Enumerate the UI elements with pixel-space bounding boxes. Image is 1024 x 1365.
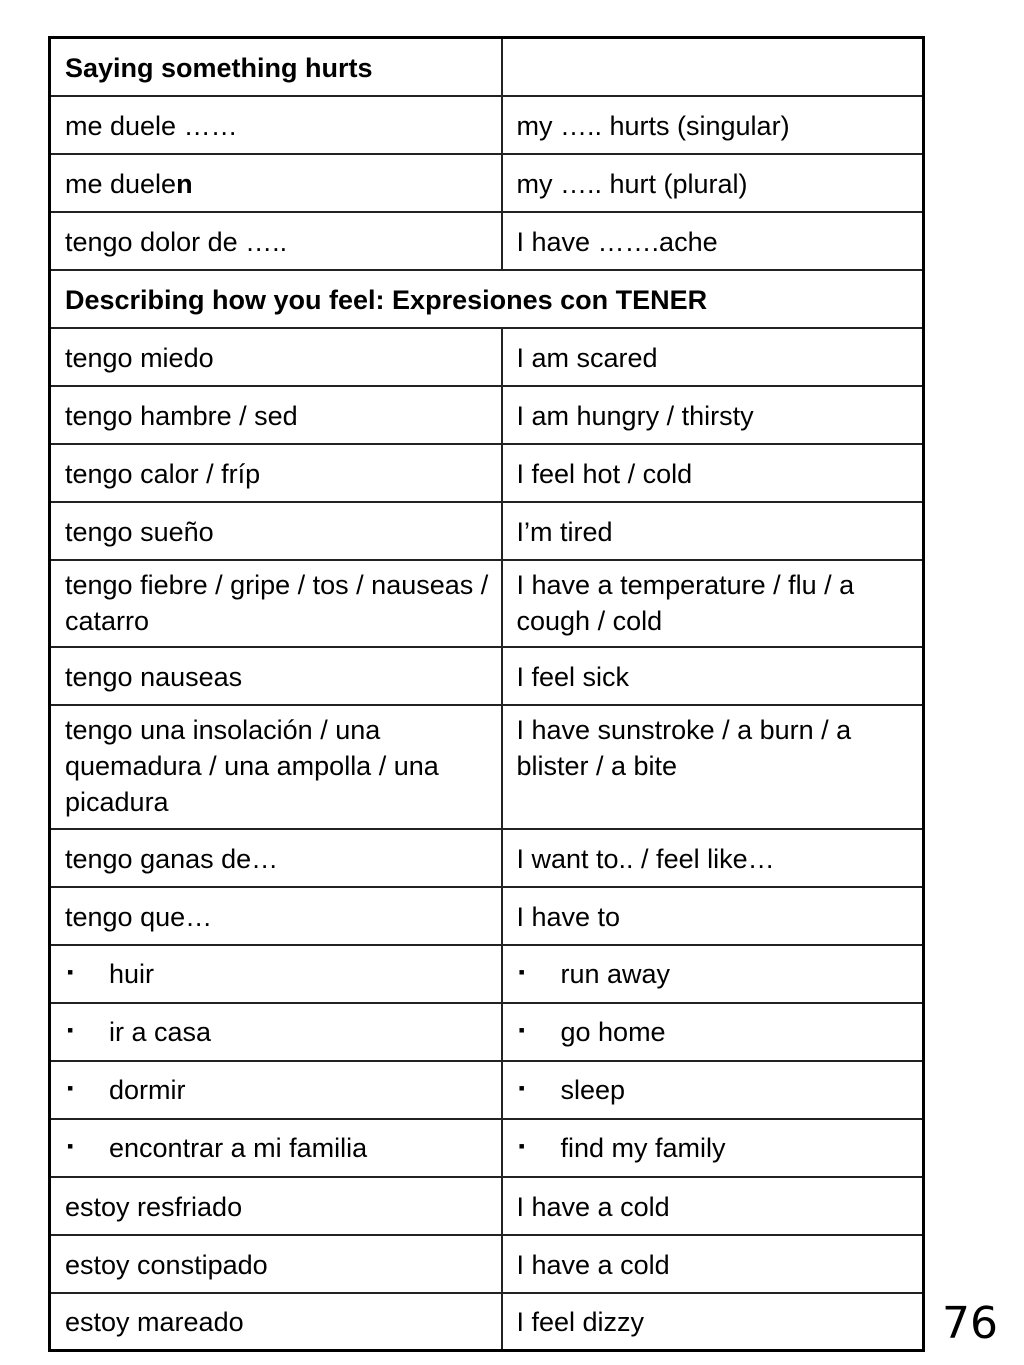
table-row <box>50 444 924 502</box>
spanish-phrase: me duele …… <box>50 96 502 154</box>
bullet-icon: ▪ <box>518 962 525 983</box>
section-title-hurts: Saying something hurts <box>50 38 502 96</box>
spanish-phrase: tengo fiebre / gripe / tos / nauseas / catarro <box>50 560 502 647</box>
table-row <box>50 1235 924 1293</box>
spanish-phrase: estoy resfriado <box>50 1177 502 1235</box>
spanish-phrase: tengo miedo <box>50 328 502 386</box>
table-row <box>50 1293 924 1351</box>
section-header-hurts <box>50 38 924 96</box>
table-row <box>50 887 924 945</box>
spanish-phrase: estoy constipado <box>50 1235 502 1293</box>
bullet-icon: ▪ <box>67 1078 74 1099</box>
spanish-phrase: tengo ganas de… <box>50 829 502 887</box>
english-bullet-item <box>502 1003 924 1061</box>
table-row <box>50 212 924 270</box>
spanish-phrase: tengo una insolación / una quemadura / una ampolla / una picadura <box>50 705 502 829</box>
english-translation: my ….. hurt (plural) <box>502 154 924 212</box>
bullet-icon: ▪ <box>67 962 74 983</box>
spanish-phrase: tengo hambre / sed <box>50 386 502 444</box>
table-row <box>50 647 924 705</box>
spanish-phrase: tengo calor / fríp <box>50 444 502 502</box>
bullet-text: huir <box>109 958 155 989</box>
english-translation: I feel hot / cold <box>502 444 924 502</box>
table-row <box>50 328 924 386</box>
table-row <box>50 502 924 560</box>
bullet-text: dormir <box>109 1074 186 1105</box>
plural-ending: n <box>176 168 193 199</box>
table-row <box>50 96 924 154</box>
english-translation: I am scared <box>502 328 924 386</box>
spanish-phrase <box>50 154 502 212</box>
section-title-tener: Describing how you feel: Expresiones con TENER <box>50 270 924 328</box>
english-translation: I feel sick <box>502 647 924 705</box>
bullet-text: go home <box>560 1016 666 1047</box>
spanish-bullet-item <box>50 1003 502 1061</box>
english-translation: I feel dizzy <box>502 1293 924 1351</box>
spanish-phrase: tengo sueño <box>50 502 502 560</box>
phrase-base: me duele <box>65 168 177 199</box>
english-translation: I want to.. / feel like… <box>502 829 924 887</box>
bullet-row <box>50 945 924 1003</box>
spanish-phrase: estoy mareado <box>50 1293 502 1351</box>
bullet-icon: ▪ <box>518 1078 525 1099</box>
spanish-phrase: tengo nauseas <box>50 647 502 705</box>
bullet-text: run away <box>560 958 671 989</box>
bullet-row <box>50 1119 924 1177</box>
table-row <box>50 386 924 444</box>
english-translation: I have a cold <box>502 1235 924 1293</box>
bullet-text: encontrar a mi familia <box>109 1132 368 1163</box>
bullet-text: find my family <box>560 1132 726 1163</box>
bullet-icon: ▪ <box>518 1136 525 1157</box>
table-row <box>50 829 924 887</box>
english-translation: my ….. hurts (singular) <box>502 96 924 154</box>
spanish-phrase: tengo dolor de ….. <box>50 212 502 270</box>
spanish-bullet-item <box>50 1061 502 1119</box>
bullet-row <box>50 1003 924 1061</box>
vocabulary-table <box>48 36 925 1352</box>
page-number: 76 <box>942 1298 998 1349</box>
english-bullet-item <box>502 1119 924 1177</box>
english-bullet-item <box>502 945 924 1003</box>
bullet-icon: ▪ <box>67 1136 74 1157</box>
english-translation: I have to <box>502 887 924 945</box>
spanish-bullet-item <box>50 1119 502 1177</box>
english-translation: I have sunstroke / a burn / a blister / a bite <box>502 705 924 829</box>
table-row <box>50 154 924 212</box>
section-header-tener <box>50 270 924 328</box>
bullet-icon: ▪ <box>518 1020 525 1041</box>
empty-cell <box>502 38 924 96</box>
bullet-row <box>50 1061 924 1119</box>
bullet-text: ir a casa <box>109 1016 212 1047</box>
english-translation: I have …….ache <box>502 212 924 270</box>
bullet-icon: ▪ <box>67 1020 74 1041</box>
english-translation: I have a cold <box>502 1177 924 1235</box>
spanish-phrase: tengo que… <box>50 887 502 945</box>
english-translation: I have a temperature / flu / a cough / cold <box>502 560 924 647</box>
english-bullet-item <box>502 1061 924 1119</box>
table-row <box>50 705 924 829</box>
english-translation: I am hungry / thirsty <box>502 386 924 444</box>
table-row <box>50 560 924 647</box>
spanish-bullet-item <box>50 945 502 1003</box>
table-row <box>50 1177 924 1235</box>
bullet-text: sleep <box>560 1074 626 1105</box>
english-translation: I’m tired <box>502 502 924 560</box>
